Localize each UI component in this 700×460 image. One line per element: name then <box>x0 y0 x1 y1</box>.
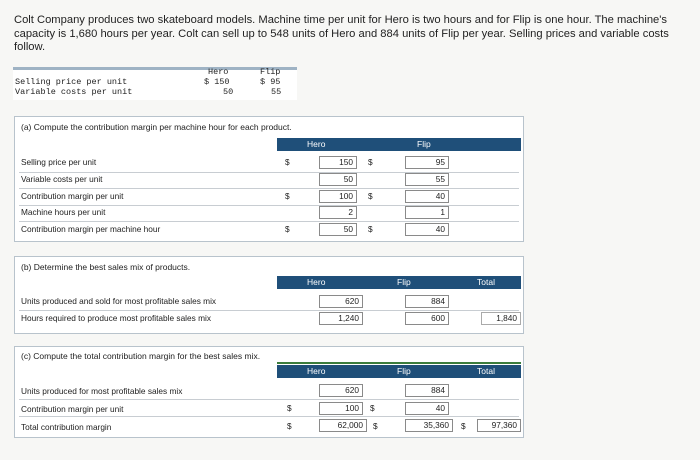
part-a-row-label: Contribution margin per unit <box>21 191 124 201</box>
given-flip-varcost: 55 <box>271 87 282 97</box>
part-c-total-header: Total <box>477 366 495 376</box>
part-c-hero-input[interactable]: 620 <box>319 384 363 397</box>
part-c-hero-input[interactable]: 62,000 <box>319 419 367 432</box>
part-a-flip-input[interactable]: 40 <box>405 223 449 236</box>
dollar-sign: $ <box>461 421 466 431</box>
part-c-flip-input[interactable]: 40 <box>405 402 449 415</box>
dollar-sign: $ <box>285 224 290 234</box>
dollar-sign: $ <box>368 224 373 234</box>
part-a-flip-input[interactable]: 55 <box>405 173 449 186</box>
part-a-row-label: Contribution margin per machine hour <box>21 224 161 234</box>
dollar-sign: $ <box>368 157 373 167</box>
part-a-row-label: Machine hours per unit <box>21 207 106 217</box>
part-a-row-label: Variable costs per unit <box>21 174 103 184</box>
part-b-hero-input[interactable]: 1,240 <box>319 312 363 325</box>
part-a-title: (a) Compute the contribution margin per machine hour for each product. <box>21 122 292 132</box>
dollar-sign: $ <box>285 157 290 167</box>
part-b-flip-input[interactable]: 884 <box>405 295 449 308</box>
part-a-panel <box>14 116 524 242</box>
dollar-sign: $ <box>370 403 375 413</box>
part-c-flip-input[interactable]: 884 <box>405 384 449 397</box>
part-c-hero-input[interactable]: 100 <box>319 402 363 415</box>
part-b-flip-header: Flip <box>397 277 411 287</box>
dollar-sign: $ <box>285 191 290 201</box>
part-c-hero-header: Hero <box>307 366 326 376</box>
part-b-row-label: Units produced and sold for most profitable sales mix <box>21 296 217 306</box>
part-a-row-label: Selling price per unit <box>21 157 97 167</box>
given-row-label: Variable costs per unit <box>15 87 133 97</box>
part-c-total-input[interactable]: 97,360 <box>477 419 521 432</box>
given-hero-price: $ 150 <box>204 77 230 87</box>
part-a-flip-input[interactable]: 95 <box>405 156 449 169</box>
given-hero-varcost: 50 <box>223 87 234 97</box>
given-table <box>13 67 297 100</box>
dollar-sign: $ <box>287 421 292 431</box>
dollar-sign: $ <box>287 403 292 413</box>
part-b-header-bar <box>277 276 521 289</box>
part-b-flip-input[interactable]: 600 <box>405 312 449 325</box>
part-c-flip-header: Flip <box>397 366 411 376</box>
part-b-total-header: Total <box>477 277 495 287</box>
part-a-hero-input[interactable]: 50 <box>319 173 357 186</box>
part-c-title: (c) Compute the total contribution margin for the best sales mix. <box>21 351 261 361</box>
dollar-sign: $ <box>373 421 378 431</box>
part-c-row-label: Units produced for most profitable sales mix <box>21 386 183 396</box>
given-flip-price: $ 95 <box>260 77 281 87</box>
problem-statement: Colt Company produces two skateboard models. Machine time per unit for Hero is two hours and for Flip is one hour. The machine's capacity is 1,680 hours per year. Colt can sell up to 548 units of Hero and 884 units of Flip per year. Selling prices and variable costs follow. <box>14 14 669 53</box>
part-c-panel <box>14 346 524 438</box>
part-b-row-label: Hours required to produce most profitable sales mix <box>21 313 211 323</box>
part-a-header-bar <box>277 138 521 151</box>
given-row-label: Selling price per unit <box>15 77 128 87</box>
part-c-row-label: Contribution margin per unit <box>21 404 124 414</box>
part-a-flip-header: Flip <box>417 139 431 149</box>
part-a-hero-input[interactable]: 2 <box>319 206 357 219</box>
part-a-flip-input[interactable]: 40 <box>405 190 449 203</box>
part-a-hero-input[interactable]: 150 <box>319 156 357 169</box>
part-c-flip-input[interactable]: 35,360 <box>405 419 453 432</box>
dollar-sign: $ <box>368 191 373 201</box>
part-c-row-label: Total contribution margin <box>21 422 112 432</box>
part-b-hero-header: Hero <box>307 277 326 287</box>
part-b-total-input[interactable]: 1,840 <box>481 312 521 325</box>
part-a-hero-input[interactable]: 50 <box>319 223 357 236</box>
part-a-hero-input[interactable]: 100 <box>319 190 357 203</box>
given-flip-header: Flip <box>260 67 281 77</box>
given-hero-header: Hero <box>208 67 229 77</box>
part-b-title: (b) Determine the best sales mix of products. <box>21 262 191 272</box>
part-c-header-bar <box>277 365 521 378</box>
part-a-flip-input[interactable]: 1 <box>405 206 449 219</box>
part-b-panel <box>14 256 524 334</box>
part-a-hero-header: Hero <box>307 139 326 149</box>
part-b-hero-input[interactable]: 620 <box>319 295 363 308</box>
